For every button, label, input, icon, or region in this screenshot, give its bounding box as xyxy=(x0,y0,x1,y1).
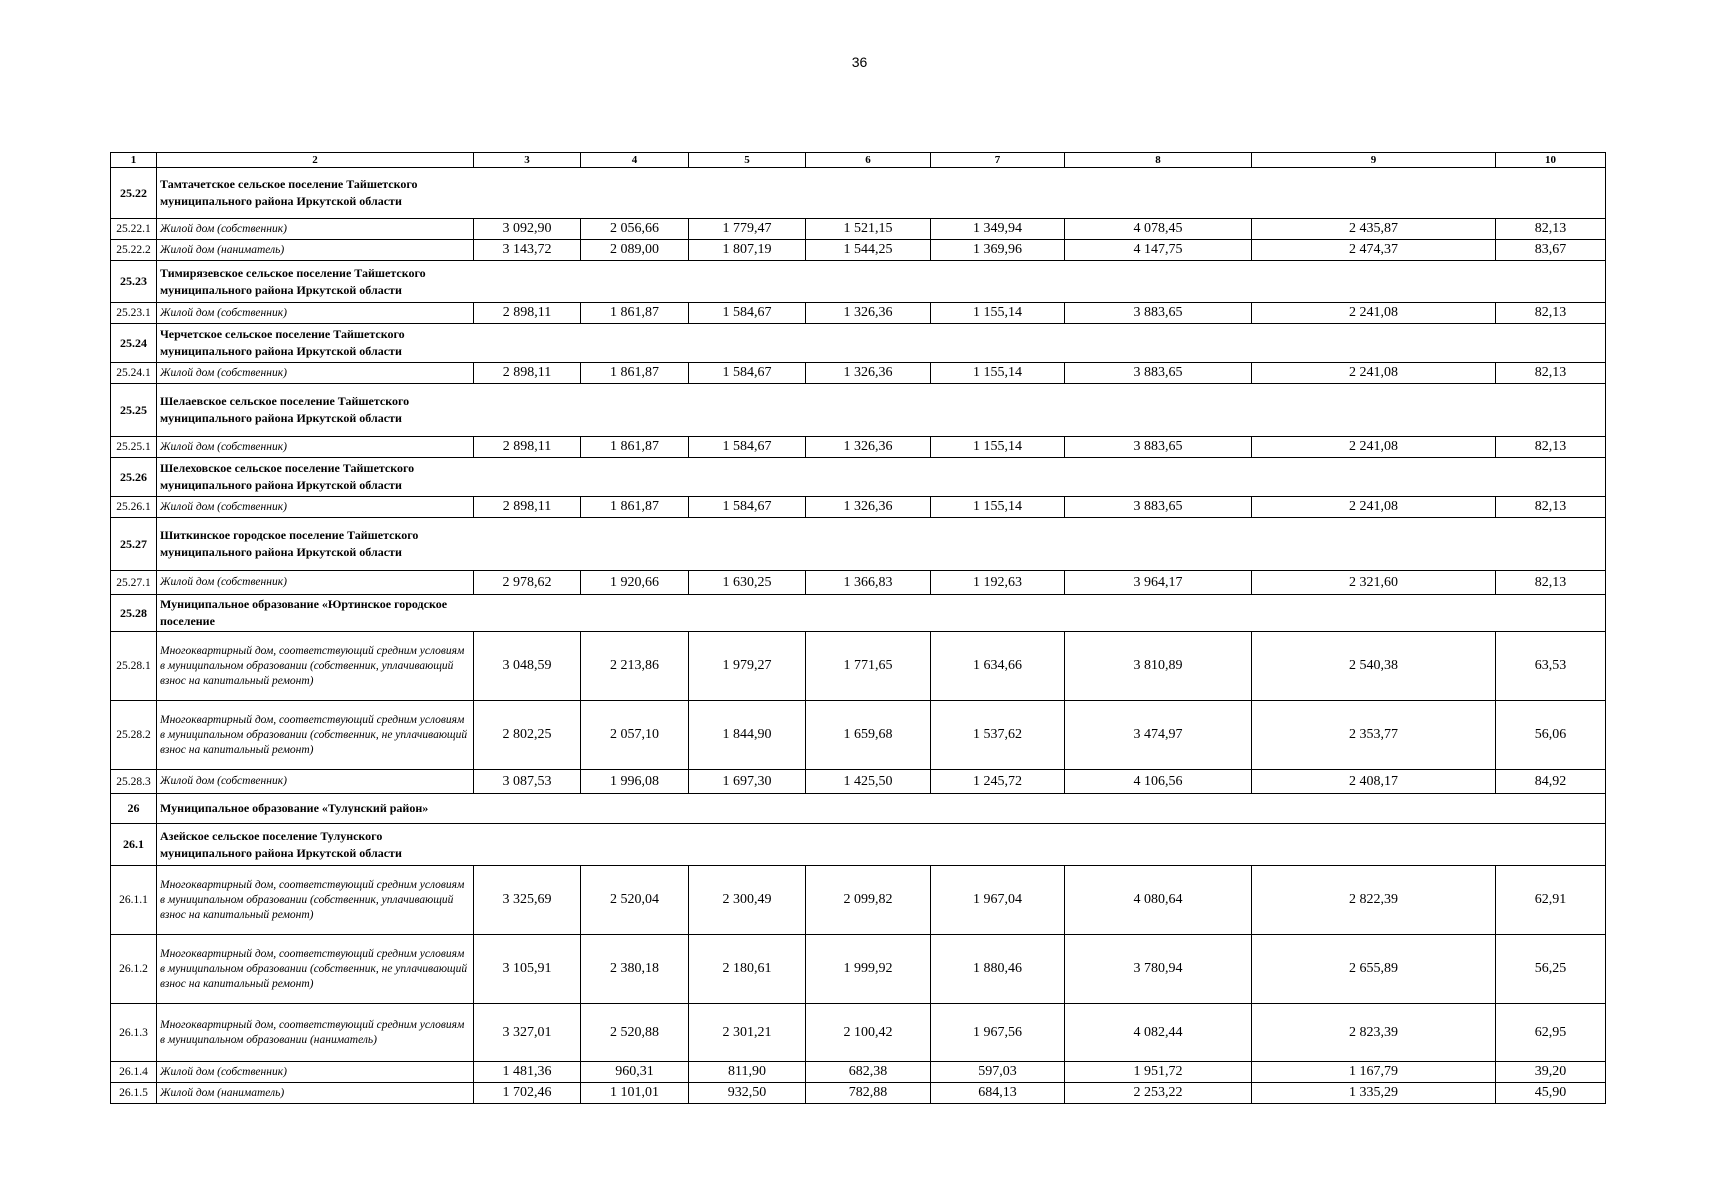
value-cell: 1 659,68 xyxy=(806,701,931,770)
row-code: 25.28.1 xyxy=(111,632,157,701)
section-name-text: Муниципальное образование «Тулунский район» xyxy=(160,801,429,815)
row-code: 25.22.1 xyxy=(111,219,157,240)
row-code: 25.26.1 xyxy=(111,497,157,518)
value-cell: 1 584,67 xyxy=(689,437,806,458)
value-cell: 3 048,59 xyxy=(474,632,581,701)
value-cell: 597,03 xyxy=(931,1062,1065,1083)
value-cell: 4 147,75 xyxy=(1065,240,1252,261)
section-name-text: Муниципальное образование «Юртинское городское поселение xyxy=(160,597,448,628)
section-name-text: Шелеховское сельское поселение Тайшетского муниципального района Иркутской области xyxy=(160,461,415,492)
value-cell: 2 253,22 xyxy=(1065,1083,1252,1104)
value-cell: 1 920,66 xyxy=(581,571,689,595)
value-cell: 1 155,14 xyxy=(931,437,1065,458)
value-cell: 3 810,89 xyxy=(1065,632,1252,701)
section-name-text: Азейское сельское поселение Тулунского муниципального района Иркутской области xyxy=(160,828,402,860)
table-row xyxy=(111,571,1606,595)
value-cell: 1 481,36 xyxy=(474,1062,581,1083)
value-cell: 1 101,01 xyxy=(581,1083,689,1104)
value-cell: 2 380,18 xyxy=(581,935,689,1004)
value-cell: 1 630,25 xyxy=(689,571,806,595)
column-header: 10 xyxy=(1496,153,1606,168)
value-cell: 1 967,56 xyxy=(931,1004,1065,1062)
section-code: 25.22 xyxy=(111,168,157,219)
value-cell: 1 861,87 xyxy=(581,497,689,518)
value-cell: 2 180,61 xyxy=(689,935,806,1004)
value-cell: 3 883,65 xyxy=(1065,303,1252,324)
value-cell: 2 057,10 xyxy=(581,701,689,770)
section-name-text: Тамтачетское сельское поселение Тайшетского муниципального района Иркутской области xyxy=(160,177,418,208)
value-cell: 1 369,96 xyxy=(931,240,1065,261)
value-cell: 1 326,36 xyxy=(806,363,931,384)
value-cell: 2 321,60 xyxy=(1252,571,1496,595)
value-cell: 1 245,72 xyxy=(931,770,1065,794)
section-code: 26.1 xyxy=(111,824,157,866)
value-cell: 3 883,65 xyxy=(1065,363,1252,384)
value-cell: 2 823,39 xyxy=(1252,1004,1496,1062)
value-cell: 4 080,64 xyxy=(1065,866,1252,935)
value-cell: 4 082,44 xyxy=(1065,1004,1252,1062)
value-cell: 2 301,21 xyxy=(689,1004,806,1062)
row-code: 25.23.1 xyxy=(111,303,157,324)
row-description: Жилой дом (собственник) xyxy=(157,219,474,240)
row-code: 25.28.2 xyxy=(111,701,157,770)
value-cell: 2 540,38 xyxy=(1252,632,1496,701)
table-row xyxy=(111,632,1606,701)
value-cell: 4 078,45 xyxy=(1065,219,1252,240)
column-header: 9 xyxy=(1252,153,1496,168)
column-number-row xyxy=(111,153,1606,168)
value-cell: 960,31 xyxy=(581,1062,689,1083)
section-code: 26 xyxy=(111,794,157,824)
value-cell: 1 584,67 xyxy=(689,497,806,518)
value-cell: 1 584,67 xyxy=(689,303,806,324)
table-row xyxy=(111,1083,1606,1104)
row-code: 25.22.2 xyxy=(111,240,157,261)
value-cell: 39,20 xyxy=(1496,1062,1606,1083)
section-name xyxy=(157,384,1606,437)
value-cell: 3 105,91 xyxy=(474,935,581,1004)
section-name xyxy=(157,261,1606,303)
table-row xyxy=(111,935,1606,1004)
row-description: Жилой дом (собственник) xyxy=(157,363,474,384)
table-row xyxy=(111,240,1606,261)
section-code: 25.23 xyxy=(111,261,157,303)
value-cell: 63,53 xyxy=(1496,632,1606,701)
column-header: 1 xyxy=(111,153,157,168)
column-header: 8 xyxy=(1065,153,1252,168)
value-cell: 782,88 xyxy=(806,1083,931,1104)
value-cell: 1 349,94 xyxy=(931,219,1065,240)
section-row xyxy=(111,168,1606,219)
table-body xyxy=(111,168,1606,1104)
row-code: 26.1.2 xyxy=(111,935,157,1004)
value-cell: 1 951,72 xyxy=(1065,1062,1252,1083)
value-cell: 3 087,53 xyxy=(474,770,581,794)
value-cell: 3 474,97 xyxy=(1065,701,1252,770)
section-row xyxy=(111,794,1606,824)
value-cell: 1 996,08 xyxy=(581,770,689,794)
section-row xyxy=(111,384,1606,437)
row-description: Жилой дом (наниматель) xyxy=(157,240,474,261)
value-cell: 56,25 xyxy=(1496,935,1606,1004)
value-cell: 3 325,69 xyxy=(474,866,581,935)
value-cell: 1 326,36 xyxy=(806,303,931,324)
value-cell: 2 898,11 xyxy=(474,303,581,324)
section-name-text: Черчетское сельское поселение Тайшетского муниципального района Иркутской области xyxy=(160,327,405,358)
row-description: Жилой дом (наниматель) xyxy=(157,1083,474,1104)
value-cell: 2 655,89 xyxy=(1252,935,1496,1004)
value-cell: 82,13 xyxy=(1496,363,1606,384)
table-row xyxy=(111,701,1606,770)
column-header: 7 xyxy=(931,153,1065,168)
value-cell: 684,13 xyxy=(931,1083,1065,1104)
value-cell: 3 964,17 xyxy=(1065,571,1252,595)
value-cell: 82,13 xyxy=(1496,303,1606,324)
section-name xyxy=(157,824,1606,866)
value-cell: 1 979,27 xyxy=(689,632,806,701)
value-cell: 2 520,88 xyxy=(581,1004,689,1062)
value-cell: 2 408,17 xyxy=(1252,770,1496,794)
section-name-text: Шиткинское городское поселение Тайшетского муниципального района Иркутской области xyxy=(160,528,419,559)
row-code: 25.28.3 xyxy=(111,770,157,794)
value-cell: 4 106,56 xyxy=(1065,770,1252,794)
section-row xyxy=(111,458,1606,497)
table-row xyxy=(111,497,1606,518)
value-cell: 3 327,01 xyxy=(474,1004,581,1062)
row-description: Жилой дом (собственник) xyxy=(157,770,474,794)
value-cell: 62,95 xyxy=(1496,1004,1606,1062)
value-cell: 83,67 xyxy=(1496,240,1606,261)
value-cell: 2 474,37 xyxy=(1252,240,1496,261)
row-code: 25.24.1 xyxy=(111,363,157,384)
value-cell: 1 861,87 xyxy=(581,437,689,458)
value-cell: 2 241,08 xyxy=(1252,437,1496,458)
value-cell: 1 155,14 xyxy=(931,303,1065,324)
table-row xyxy=(111,770,1606,794)
section-row xyxy=(111,261,1606,303)
value-cell: 1 779,47 xyxy=(689,219,806,240)
value-cell: 2 213,86 xyxy=(581,632,689,701)
value-cell: 1 521,15 xyxy=(806,219,931,240)
value-cell: 3 092,90 xyxy=(474,219,581,240)
value-cell: 2 822,39 xyxy=(1252,866,1496,935)
value-cell: 1 167,79 xyxy=(1252,1062,1496,1083)
value-cell: 2 300,49 xyxy=(689,866,806,935)
section-row xyxy=(111,518,1606,571)
page-number: 36 xyxy=(851,54,868,70)
value-cell: 3 883,65 xyxy=(1065,497,1252,518)
table-row xyxy=(111,1062,1606,1083)
row-code: 26.1.5 xyxy=(111,1083,157,1104)
row-description: Многоквартирный дом, соответствующий средним условиям в муниципальном образовании (собственник, уплачивающий взнос на капитальный ремонт) xyxy=(157,632,474,701)
value-cell: 2 898,11 xyxy=(474,363,581,384)
row-description: Жилой дом (собственник) xyxy=(157,571,474,595)
value-cell: 1 861,87 xyxy=(581,303,689,324)
value-cell: 2 520,04 xyxy=(581,866,689,935)
section-name xyxy=(157,168,1606,219)
value-cell: 1 192,63 xyxy=(931,571,1065,595)
value-cell: 2 099,82 xyxy=(806,866,931,935)
section-code: 25.24 xyxy=(111,324,157,363)
tariff-table xyxy=(110,152,1606,1104)
section-name xyxy=(157,794,1606,824)
table-row xyxy=(111,1004,1606,1062)
value-cell: 82,13 xyxy=(1496,497,1606,518)
row-code: 26.1.1 xyxy=(111,866,157,935)
value-cell: 1 702,46 xyxy=(474,1083,581,1104)
section-code: 25.25 xyxy=(111,384,157,437)
table-row xyxy=(111,219,1606,240)
row-code: 26.1.3 xyxy=(111,1004,157,1062)
value-cell: 2 089,00 xyxy=(581,240,689,261)
value-cell: 2 353,77 xyxy=(1252,701,1496,770)
value-cell: 1 967,04 xyxy=(931,866,1065,935)
section-name-text: Тимирязевское сельское поселение Тайшетского муниципального района Иркутской области xyxy=(160,265,426,297)
value-cell: 1 584,67 xyxy=(689,363,806,384)
value-cell: 2 978,62 xyxy=(474,571,581,595)
value-cell: 2 241,08 xyxy=(1252,497,1496,518)
section-code: 25.28 xyxy=(111,595,157,632)
column-header: 4 xyxy=(581,153,689,168)
row-description: Многоквартирный дом, соответствующий средним условиям в муниципальном образовании (собственник, уплачивающий взнос на капитальный ремонт) xyxy=(157,866,474,935)
section-name xyxy=(157,595,1606,632)
value-cell: 811,90 xyxy=(689,1062,806,1083)
table-row xyxy=(111,437,1606,458)
value-cell: 1 537,62 xyxy=(931,701,1065,770)
row-description: Жилой дом (собственник) xyxy=(157,303,474,324)
value-cell: 2 241,08 xyxy=(1252,303,1496,324)
value-cell: 1 544,25 xyxy=(806,240,931,261)
value-cell: 3 883,65 xyxy=(1065,437,1252,458)
value-cell: 2 100,42 xyxy=(806,1004,931,1062)
row-description: Жилой дом (собственник) xyxy=(157,1062,474,1083)
value-cell: 1 634,66 xyxy=(931,632,1065,701)
value-cell: 1 326,36 xyxy=(806,437,931,458)
value-cell: 84,92 xyxy=(1496,770,1606,794)
value-cell: 1 771,65 xyxy=(806,632,931,701)
column-header: 2 xyxy=(157,153,474,168)
column-header: 5 xyxy=(689,153,806,168)
value-cell: 2 435,87 xyxy=(1252,219,1496,240)
value-cell: 1 155,14 xyxy=(931,363,1065,384)
row-code: 25.27.1 xyxy=(111,571,157,595)
value-cell: 1 425,50 xyxy=(806,770,931,794)
value-cell: 82,13 xyxy=(1496,219,1606,240)
table-row xyxy=(111,303,1606,324)
section-name xyxy=(157,458,1606,497)
value-cell: 82,13 xyxy=(1496,571,1606,595)
value-cell: 82,13 xyxy=(1496,437,1606,458)
value-cell: 1 880,46 xyxy=(931,935,1065,1004)
row-description: Жилой дом (собственник) xyxy=(157,437,474,458)
row-description: Жилой дом (собственник) xyxy=(157,497,474,518)
value-cell: 932,50 xyxy=(689,1083,806,1104)
value-cell: 1 326,36 xyxy=(806,497,931,518)
value-cell: 3 780,94 xyxy=(1065,935,1252,1004)
section-row xyxy=(111,824,1606,866)
row-description: Многоквартирный дом, соответствующий средним условиям в муниципальном образовании (собственник, не уплачивающий взнос на капитальный ремонт) xyxy=(157,935,474,1004)
value-cell: 56,06 xyxy=(1496,701,1606,770)
column-header: 3 xyxy=(474,153,581,168)
table-row xyxy=(111,363,1606,384)
value-cell: 2 056,66 xyxy=(581,219,689,240)
row-code: 25.25.1 xyxy=(111,437,157,458)
value-cell: 2 898,11 xyxy=(474,497,581,518)
row-code: 26.1.4 xyxy=(111,1062,157,1083)
column-header: 6 xyxy=(806,153,931,168)
value-cell: 2 898,11 xyxy=(474,437,581,458)
value-cell: 2 802,25 xyxy=(474,701,581,770)
value-cell: 62,91 xyxy=(1496,866,1606,935)
section-name xyxy=(157,518,1606,571)
row-description: Многоквартирный дом, соответствующий средним условиям в муниципальном образовании (собственник, не уплачивающий взнос на капитальный ремонт) xyxy=(157,701,474,770)
value-cell: 1 697,30 xyxy=(689,770,806,794)
value-cell: 3 143,72 xyxy=(474,240,581,261)
value-cell: 1 807,19 xyxy=(689,240,806,261)
section-code: 25.27 xyxy=(111,518,157,571)
section-row xyxy=(111,324,1606,363)
value-cell: 2 241,08 xyxy=(1252,363,1496,384)
value-cell: 1 844,90 xyxy=(689,701,806,770)
section-name-text: Шелаевское сельское поселение Тайшетского муниципального района Иркутской области xyxy=(160,394,410,425)
value-cell: 1 999,92 xyxy=(806,935,931,1004)
value-cell: 1 155,14 xyxy=(931,497,1065,518)
value-cell: 1 366,83 xyxy=(806,571,931,595)
row-description: Многоквартирный дом, соответствующий средним условиям в муниципальном образовании (наниматель) xyxy=(157,1004,474,1062)
table-row xyxy=(111,866,1606,935)
value-cell: 682,38 xyxy=(806,1062,931,1083)
value-cell: 1 861,87 xyxy=(581,363,689,384)
section-row xyxy=(111,595,1606,632)
value-cell: 1 335,29 xyxy=(1252,1083,1496,1104)
section-name xyxy=(157,324,1606,363)
value-cell: 45,90 xyxy=(1496,1083,1606,1104)
section-code: 25.26 xyxy=(111,458,157,497)
